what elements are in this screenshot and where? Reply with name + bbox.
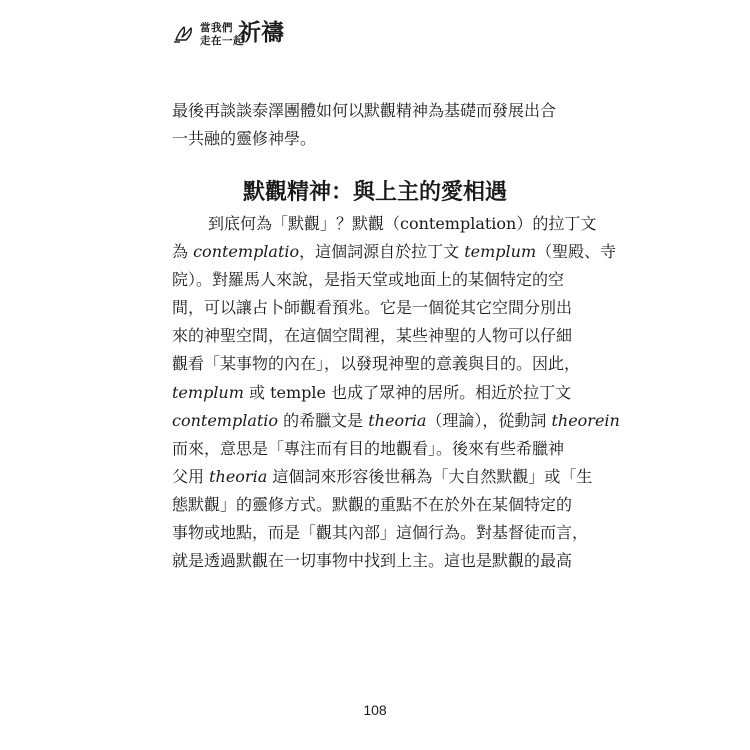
body-line <box>172 547 582 575</box>
body-line <box>172 435 582 463</box>
italic-term: templum <box>172 382 244 402</box>
text-run: 就是透過默觀在一切事物中找到上主。這也是默觀的最高 <box>172 551 573 571</box>
body-line <box>172 266 582 294</box>
text-run: 到底何為「默觀」？默觀（contemplation）的拉丁文 <box>208 214 597 233</box>
text-run: （理論），從動詞 <box>426 410 552 430</box>
body-line <box>172 407 620 435</box>
text-run: 事物或地點，而是「觀其內部」這個行為。對基督徒而言， <box>172 523 589 543</box>
intro-line: 最後再談談泰澤團體如何以默觀精神為基礎而發展出合 <box>172 101 557 120</box>
text-run: 為 <box>172 242 194 262</box>
text-run: 間，可以讓占卜師觀看預兆。它是一個從其它空間分別出 <box>172 298 573 318</box>
text-run: 觀看「某事物的內在」，以發現神聖的意義與目的。因此， <box>172 354 581 374</box>
header-subtitle-line-1: 當我們 <box>200 22 233 34</box>
body-line <box>172 350 582 378</box>
body-line <box>172 463 593 491</box>
text-run: 的希臘文是 <box>278 410 369 430</box>
body-line <box>172 491 582 519</box>
body-line <box>172 238 617 266</box>
text-run: （聖殿、寺 <box>536 242 617 262</box>
text-run: 這個詞來形容後世稱為「大自然默觀」或「生 <box>267 466 593 486</box>
intro-line: 一共融的靈修神學。 <box>172 129 317 148</box>
body-line <box>172 519 589 547</box>
header-subtitle-line-2: 走在一起 <box>200 35 244 47</box>
page-number: 108 <box>363 702 387 718</box>
italic-term: theoria <box>368 410 427 430</box>
body-line <box>172 322 582 350</box>
text-run: 來的神聖空間，在這個空間裡，某些神聖的人物可以仔細 <box>172 326 573 346</box>
running-header <box>172 14 292 54</box>
text-run: 院）。對羅馬人來說，是指天堂或地面上的某個特定的空 <box>172 270 565 290</box>
italic-term: contemplatio <box>193 242 300 262</box>
text-run: 或 temple 也成了眾神的居所。相近於拉丁文 <box>243 382 572 402</box>
intro-paragraph <box>172 97 582 153</box>
text-run: 父用 <box>172 466 210 486</box>
italic-term: templum <box>464 242 537 262</box>
italic-term: contemplatio <box>172 410 279 430</box>
text-run: 態默觀」的靈修方式。默觀的重點不在於外在某個特定的 <box>172 494 573 514</box>
section-heading: 默觀精神：與上主的愛相遇 <box>242 180 507 205</box>
body-line <box>172 294 582 322</box>
text-run: 而來，意思是「專注而有目的地觀看」。後來有些希臘神 <box>172 438 565 458</box>
text-run: ，這個詞源自於拉丁文 <box>299 242 465 262</box>
body-paragraph <box>172 210 620 575</box>
praying-hands-icon <box>172 20 198 46</box>
italic-term: theoria <box>209 466 268 486</box>
body-line <box>172 379 582 407</box>
body-line <box>172 210 597 238</box>
italic-term: theorein <box>551 410 620 430</box>
header-title: 祈禱 <box>238 20 284 46</box>
